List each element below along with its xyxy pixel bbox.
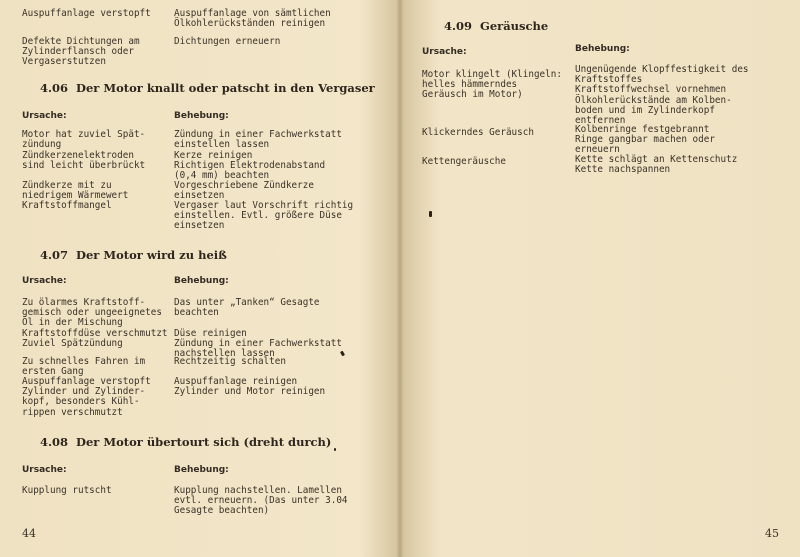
cause-4-08-1: Kupplung rutscht [22, 485, 112, 496]
cause-4-07-4: Zu schnelles Fahren im ersten Gang [22, 356, 146, 378]
remedy-4-07-2: Düse reinigen [174, 328, 247, 339]
cause-4-07-3: Zuviel Spätzündung [22, 338, 123, 349]
remedy-label-4-09: Behebung: [575, 44, 630, 54]
page-number-left: 44 [22, 527, 36, 540]
section-title-4-09: 4.09 Geräusche [444, 19, 549, 33]
remedy-4-07-1: Das unter „Tanken“ Gesagte beachten [174, 297, 320, 319]
remedy-4-08-1: Kupplung nachstellen. Lamellen evtl. erneuern. (Das unter 3.04 Gesagte beachten) [174, 485, 348, 517]
cause-label-4-07: Ursache: [22, 276, 67, 286]
remedy-4-06-3: Vorgeschriebene Zündkerze einsetzen [174, 180, 314, 202]
cause-4-09-3: Kettengeräusche [422, 156, 506, 167]
cause-4-09-1: Motor klingelt (Klingeln: helles hämmerndes Geräusch im Motor) [422, 69, 562, 101]
page-number-right: 45 [765, 527, 779, 540]
intro-cause-1: Auspuffanlage verstopft [22, 8, 151, 19]
cause-4-06-3: Zündkerze mit zu niedrigem Wärmewert [22, 180, 129, 202]
cause-4-06-2: Zündkerzenelektroden sind leicht überbrückt [22, 150, 146, 172]
remedy-4-06-1: Zündung in einer Fachwerkstatt einstellen lassen [174, 129, 342, 151]
ink-speck [429, 211, 432, 217]
cause-label-4-06: Ursache: [22, 111, 67, 121]
remedy-label-4-06: Behebung: [174, 111, 229, 121]
remedy-label-4-07: Behebung: [174, 276, 229, 286]
cause-4-09-2: Klickerndes Geräusch [422, 127, 534, 138]
cause-label-4-09: Ursache: [422, 47, 467, 57]
remedy-4-07-4: Rechtzeitig schalten [174, 356, 286, 367]
left-page [0, 0, 398, 557]
intro-remedy-1: Auspuffanlage von sämtlichen Ölkohlerückständen reinigen [174, 8, 331, 30]
cause-4-06-4: Kraftstoffmangel [22, 200, 112, 211]
remedy-4-09-3: Kette schlägt an Kettenschutz Kette nachspannen [575, 154, 738, 176]
section-title-4-07: 4.07 Der Motor wird zu heiß [40, 248, 227, 262]
intro-remedy-2: Dichtungen erneuern [174, 36, 281, 47]
intro-cause-2: Defekte Dichtungen am Zylinderflansch oder Vergaserstutzen [22, 36, 140, 68]
cause-4-07-5: Auspuffanlage verstopft Zylinder und Zylinder- kopf, besonders Kühl- rippen verschmutzt [22, 376, 151, 418]
cause-4-07-1: Zu ölarmes Kraftstoff- gemisch oder ungeeignetes Öl in der Mischung [22, 297, 162, 329]
cause-4-06-1: Motor hat zuviel Spät- zündung [22, 129, 146, 151]
right-page [402, 0, 800, 557]
remedy-4-07-5: Auspuffanlage reinigen Zylinder und Motor reinigen [174, 376, 326, 398]
remedy-4-07-3: Zündung in einer Fachwerkstatt nachstellen lassen [174, 338, 342, 360]
remedy-label-4-08: Behebung: [174, 465, 229, 475]
remedy-4-09-2: Kolbenringe festgebrannt Ringe gangbar machen oder erneuern [575, 124, 715, 156]
cause-label-4-08: Ursache: [22, 465, 67, 475]
remedy-4-09-1: Ungenügende Klopffestigkeit des Kraftstoffes Kraftstoffwechsel vornehmen Ölkohlerückstände am Kolben- boden und im Zylinderkopf entfernen [575, 64, 749, 127]
cause-4-07-2: Kraftstoffdüse verschmutzt [22, 328, 168, 339]
section-title-4-08: 4.08 Der Motor übertourt sich (dreht durch) [40, 435, 332, 449]
section-title-4-06: 4.06 Der Motor knallt oder patscht in den Vergaser [40, 81, 375, 95]
remedy-4-06-2: Kerze reinigen Richtigen Elektrodenabstand (0,4 mm) beachten [174, 150, 326, 182]
remedy-4-06-4: Vergaser laut Vorschrift richtig einstellen. Evtl. größere Düse einsetzen [174, 200, 354, 232]
ink-speck [334, 448, 336, 451]
